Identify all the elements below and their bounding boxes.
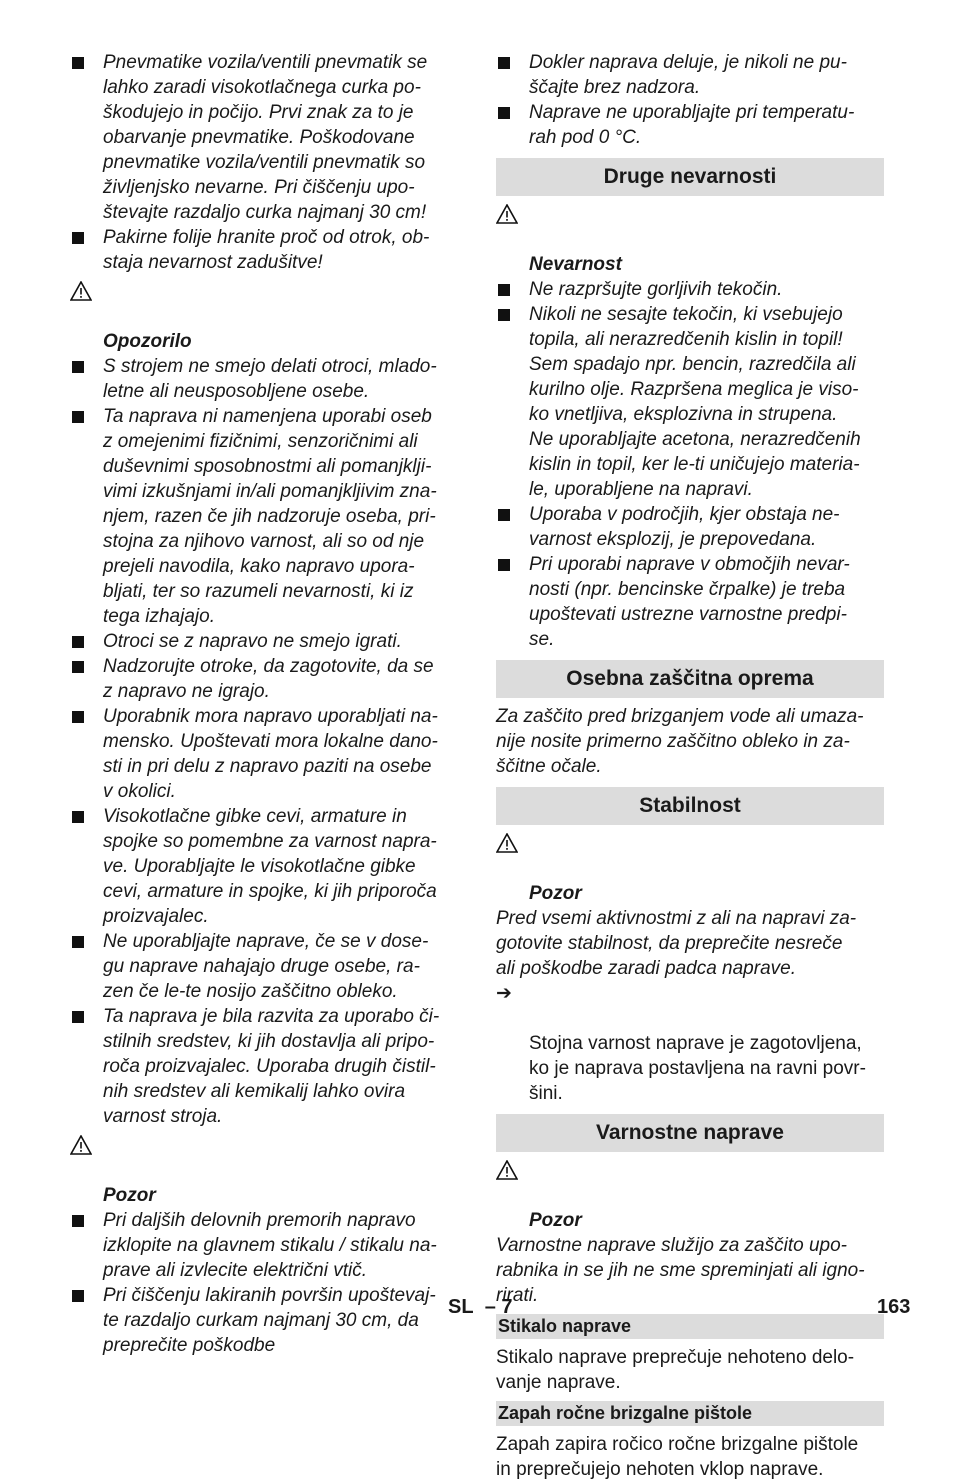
square-bullet-icon [72,57,84,69]
paragraph: Za zaščito pred brizganjem vode ali umaza- nije nosite primerno zaščitno obleko in za- ščitne očale. [496,706,864,777]
list-item: Nadzorujte otroke, da zagotovite, da se z napravo ne igrajo. [70,654,462,704]
list-item: Pakirne folije hranite proč od otrok, ob- staja nevarnost zadušitve! [70,225,462,275]
square-bullet-icon [72,711,84,723]
right-arrow-icon: ➔ [496,983,512,1004]
subheading-stikalo-naprave: Stikalo naprave [496,1314,884,1339]
section-heading-varnostne-naprave: Varnostne naprave [496,1114,884,1152]
square-bullet-icon [498,284,510,296]
list-item: Visokotlačne gibke cevi, armature in spojke so pomembne za varnost napra- ve. Uporabljajte le visokotlačne gibke cevi, armature in spojke, ki jih priporoča proizvajalec. [70,804,462,929]
list-item: S strojem ne smejo delati otroci, mlado- letne ali neusposobljene osebe. [70,354,462,404]
warning-heading: Pozor [496,1158,884,1233]
square-bullet-icon [72,936,84,948]
paragraph: Stikalo naprave preprečuje nehoteno delo- vanje naprave. [496,1347,855,1393]
square-bullet-icon [72,661,84,673]
warning-heading: Pozor [70,1133,462,1208]
warning-triangle-icon [496,204,518,224]
list-item: Nikoli ne sesajte tekočin, ki vsebujejo topila, ali nerazredčenih kislin in topil! Sem spadajo npr. bencin, razredčila ali kurilno olje. Razpršena meglica je viso- ko vnetljiva, eksplozivna in strupena. Ne uporabljajte acetona, nerazredčenih kislin in topil, ker le-ti uničujejo materia- le, uporabljene na napravi. [496,302,884,502]
subheading-zapah: Zapah ročne brizgalne pištole [496,1401,884,1426]
square-bullet-icon [498,57,510,69]
footer-lang: SL [448,1296,474,1318]
warning-heading: Nevarnost [496,202,884,277]
warning-triangle-icon [70,281,92,301]
paragraph: Zapah zapira ročico ročne brizgalne pištole in preprečujejo nehoten vklop naprave. [496,1434,859,1480]
square-bullet-icon [72,636,84,648]
section-heading-osebna-zascitna-oprema: Osebna zaščitna oprema [496,660,884,698]
square-bullet-icon [72,232,84,244]
warning-triangle-icon [496,833,518,853]
square-bullet-icon [498,509,510,521]
section-heading-stabilnost: Stabilnost [496,787,884,825]
paragraph: Pred vsemi aktivnostmi z ali na napravi za- gotovite stabilnost, da preprečite nesreče ali poškodbe zaradi padca naprave. [496,908,857,979]
list-item: Pri daljših delovnih premorih napravo izklopite na glavnem stikalu / stikalu na- prave ali izvlecite električni vtič. [70,1208,462,1283]
square-bullet-icon [498,559,510,571]
warning-heading: Opozorilo [70,279,462,354]
footer-page-number: 163 [877,1296,911,1318]
square-bullet-icon [72,411,84,423]
list-item: Pri uporabi naprave v območjih nevar- nosti (npr. bencinske črpalke) je treba upoštevati ustrezne varnostne predpi- se. [496,552,884,652]
list-item: Uporaba v področjih, kjer obstaja ne- varnost eksplozij, je prepovedana. [496,502,884,552]
square-bullet-icon [498,107,510,119]
list-item: Ta naprava ni namenjena uporabi oseb z omejenimi fizičnimi, senzoričnimi ali duševnimi sposobnostmi ali pomanjklji- vimi izkušnjami in/ali pomanjkljivim zna- njem, razen če jih nadzoruje oseba, pri- stojna za njihovo varnost, ali so od nje prejeli navodila, kako napravo upora- bljati, ter so razumeli nevarnosti, ki iz tega izhajajo. [70,404,462,629]
warning-triangle-icon [70,1135,92,1155]
warning-heading: Pozor [496,831,884,906]
warning-triangle-icon [496,1160,518,1180]
right-column [496,50,884,1482]
list-item: Otroci se z napravo ne smejo igrati. [70,629,462,654]
list-item: Ne razpršujte gorljivih tekočin. [496,277,884,302]
footer-page-label [448,1296,513,1319]
arrow-item: ➔ Stojna varnost naprave je zagotovljena, ko je naprava postavljena na ravni povr- šini. [496,983,866,1104]
square-bullet-icon [72,1215,84,1227]
list-item: Ta naprava je bila razvita za uporabo či- stilnih sredstev, ki jih dostavlja ali pripo- roča proizvajalec. Uporaba drugih čistil- nih sredstev ali kemikalij lahko ovira varnost stroja. [70,1004,462,1129]
footer-local-page: – 7 [484,1296,513,1318]
square-bullet-icon [498,309,510,321]
left-column [70,50,462,1358]
square-bullet-icon [72,1290,84,1302]
square-bullet-icon [72,361,84,373]
section-heading-druge-nevarnosti: Druge nevarnosti [496,158,884,196]
square-bullet-icon [72,811,84,823]
list-item: Naprave ne uporabljajte pri temperatu- rah pod 0 °C. [496,100,884,150]
list-item: Pri čiščenju lakiranih površin upoštevaj- te razdaljo curkam najmanj 30 cm, da preprečite poškodbe [70,1283,462,1358]
list-item: Pnevmatike vozila/ventili pnevmatik se lahko zaradi visokotlačnega curka po- škodujejo in počijo. Prvi znak za to je obarvanje pnevmatike. Poškodovane pnevmatike vozila/ventili pnevmatik so življenjsko nevarne. Pri čiščenju upo- števajte razdaljo curka najmanj 30 cm! [70,50,462,225]
paragraph: Varnostne naprave služijo za zaščito upo- rabnika in se jih ne sme spreminjati ali igno- rirati. [496,1235,865,1306]
list-item: Dokler naprava deluje, je nikoli ne pu- ščajte brez nadzora. [496,50,884,100]
square-bullet-icon [72,1011,84,1023]
list-item: Ne uporabljajte naprave, če se v dose- gu naprave nahajajo druge osebe, ra- zen če le-te nosijo zaščitno obleko. [70,929,462,1004]
list-item: Uporabnik mora napravo uporabljati na- mensko. Upoštevati mora lokalne dano- sti in pri delu z napravo paziti na osebe v okolici. [70,704,462,804]
